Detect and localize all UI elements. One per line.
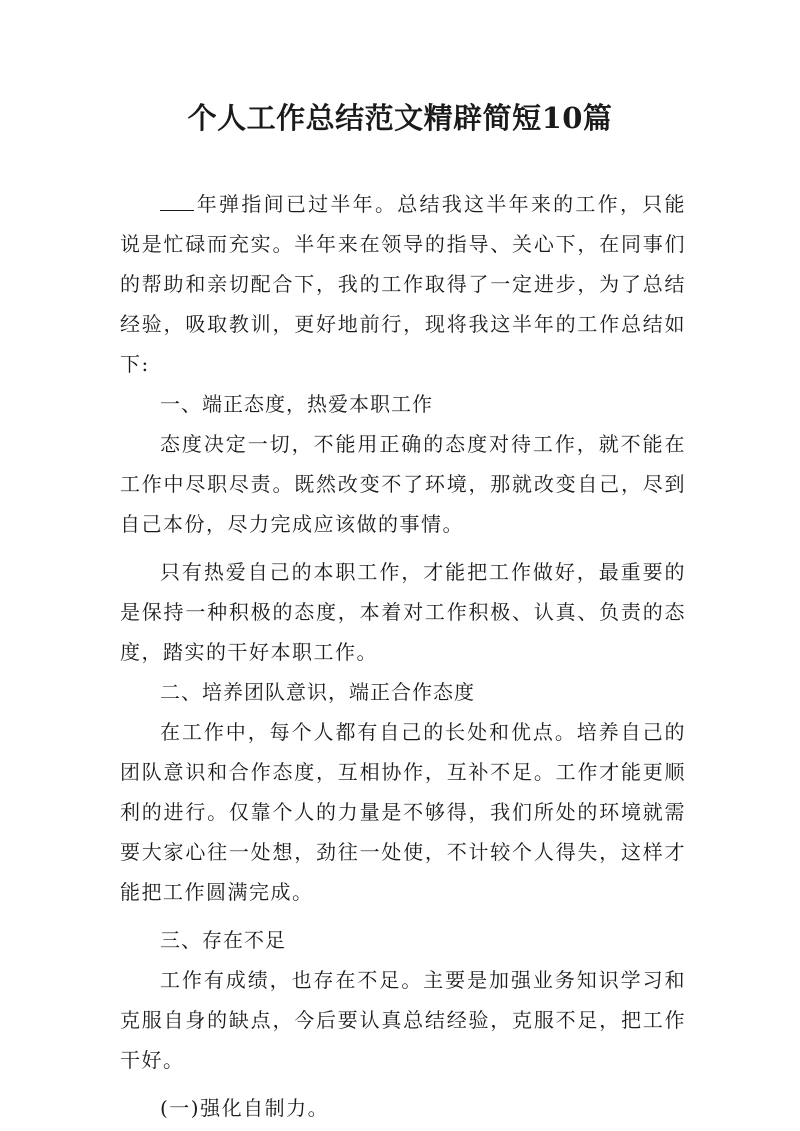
blank-underline — [160, 188, 194, 211]
section-heading-1: 一、端正态度，热爱本职工作 — [160, 392, 433, 416]
paragraph: 在工作中，每个人都有自己的长处和优点。培养自己的团队意识和合作态度，互相协作，互补不足。工作才能更顺利的进行。仅靠个人的力量是不够得，我们所处的环境就需要大家心往一处想，劲往一处使，不计较个人得失，这样才能把工作圆满完成。 — [120, 720, 686, 904]
paragraph: 只有热爱自己的本职工作，才能把工作做好，最重要的是保持一种积极的态度，本着对工作积极、认真、负责的态度，踏实的干好本职工作。 — [120, 560, 686, 664]
section-heading-2: 二、培养团队意识，端正合作态度 — [160, 680, 475, 704]
paragraph: 态度决定一切，不能用正确的态度对待工作，就不能在工作中尽职尽责。既然改变不了环境，那就改变自己，尽到自己本份，尽力完成应该做的事情。 — [120, 432, 686, 536]
section-heading-3: 三、存在不足 — [160, 928, 286, 952]
paragraph-intro — [120, 184, 686, 384]
paragraph: 工作有成绩，也存在不足。主要是加强业务知识学习和克服自身的缺点，今后要认真总结经验，克服不足，把工作干好。 — [120, 968, 686, 1072]
document-title: 个人工作总结范文精辟简短10篇 — [187, 101, 613, 135]
sub-heading: (一)强化自制力。 — [160, 1096, 330, 1120]
document-body — [120, 184, 686, 1128]
paragraph-intro-text: 年弹指间已过半年。总结我这半年来的工作，只能说是忙碌而充实。半年来在领导的指导、关心下，在同事们的帮助和亲切配合下，我的工作取得了一定进步，为了总结经验，吸取教训，更好地前行，现将我这半年的工作总结如下: — [120, 192, 686, 376]
